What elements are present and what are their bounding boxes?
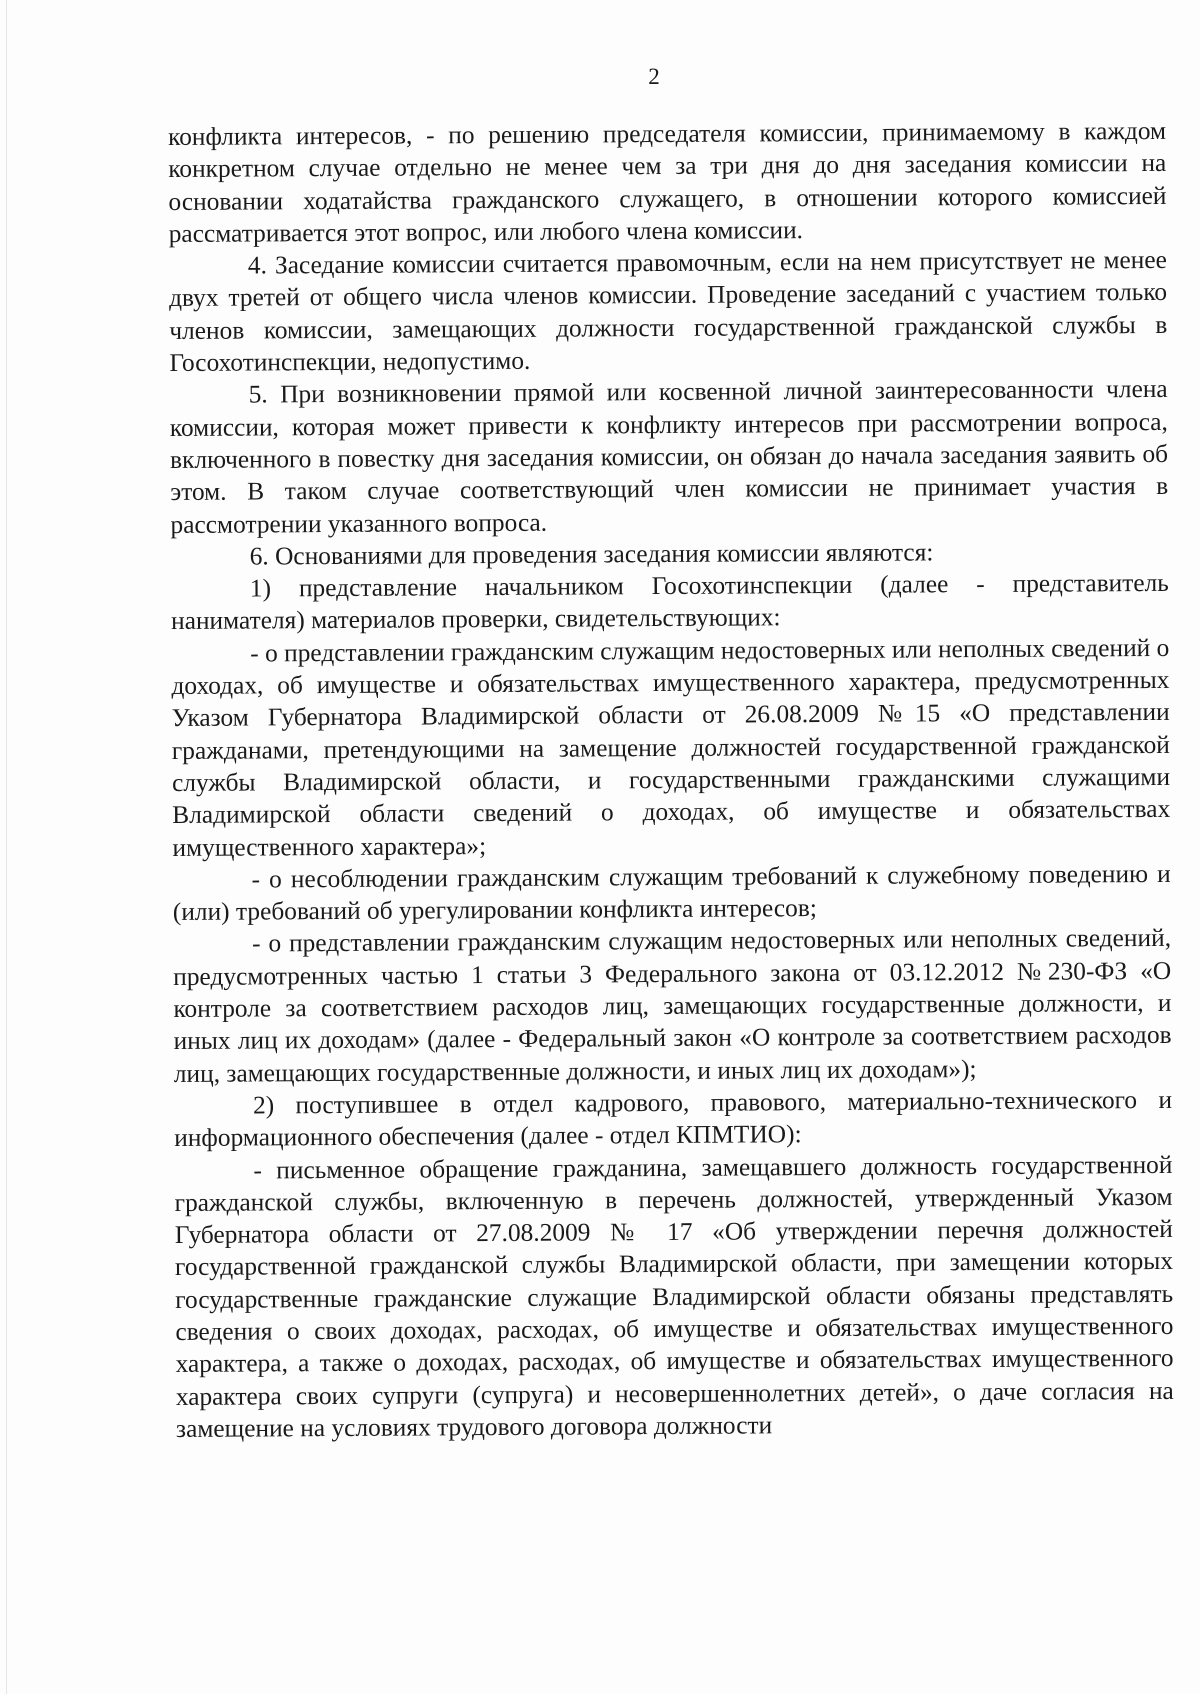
subparagraph-1: 1) представление начальником Госохотинспекции (далее - представитель нанимателя) материалов проверки, свидетельствующих: — [170, 569, 1169, 636]
list-item: - о несоблюдении гражданским служащим требований к служебному поведению и (или) требований об урегулировании конфликта интересов; — [172, 859, 1171, 927]
paragraph-item-6: 6. Основаниями для проведения заседания комиссии являются: — [249, 538, 934, 571]
list-item: - о представлении гражданским служащим недостоверных или неполных сведений о доходах, об имуществе и обязательствах имущественного характера, предусмотренных Указом Губернатора Владимирской области от 26.08.2009 №15 «О представлении гражданами, претендующими на замещение должностей государственной гражданской службы Владимирской области, и государственными гражданскими служащими Владимирской области сведений о доходах, об имуществе и обязательствах имущественного характера»; — [171, 633, 1171, 862]
page-number: 2 — [648, 64, 660, 89]
paragraph-item-4: 4. Заседание комиссии считается правомочным, если на нем присутствует не менее двух третей от общего числа членов комиссии. Проведение заседаний с участием только членов комиссии, замещающих должности государственной гражданской службы в Госохотинспекции, недопустимо. — [168, 246, 1168, 378]
paragraph: конфликта интересов, - по решению председателя комиссии, принимаемому в каждом конкретном случае отдельно не менее чем за три дня до дня заседания комиссии на основании ходатайства гражданского служащего, в отношении которого комиссией рассматривается этот вопрос, или любого члена комиссии. — [168, 116, 1167, 248]
paragraph-item-5: 5. При возникновении прямой или косвенной личной заинтересованности члена комиссии, которая может привести к конфликту интересов при рассмотрении вопроса, включенного в повестку дня заседания комиссии, он обязан до начала заседания заявить об этом. В таком случае соответствующий член комиссии не принимает участия в рассмотрении указанного вопроса. — [169, 375, 1169, 539]
scan-edge — [6, 0, 7, 1694]
list-item: - о представлении гражданским служащим недостоверных или неполных сведений, предусмотренных частью 1 статьи 3 Федерального закона от 03.12.2012 №230-ФЗ «О контроле за соответствием расходов лиц, замещающих государственные должности, и иных лиц их доходам» (далее - Федеральный закон «О контроле за соответствием расходов лиц, замещающих государственные должности, и иных лиц их доходам»); — [173, 924, 1172, 1088]
subparagraph-2: 2) поступившее в отдел кадрового, правового, материально-технического и информационного обеспечения (далее - отдел КПМТИО): — [174, 1085, 1173, 1153]
document-body — [168, 115, 1174, 1445]
list-item: - письменное обращение гражданина, замещавшего должность государственной гражданской службы, включенную в перечень должностей, утвержденный Указом Губернатора области от 27.08.2009 № 17 «Об утверждении перечня должностей государственной гражданской службы Владимирской области, при замещении которых государственные гражданские служащие Владимирской области обязаны представлять сведения о своих доходах, расходах, об имуществе и обязательствах имущественного характера, а также о доходах, расходах, об имуществе и обязательствах имущественного характера своих супруги (супруга) и несовершеннолетних детей», о даче согласия на замещение на условиях трудового договора должности — [174, 1150, 1174, 1443]
